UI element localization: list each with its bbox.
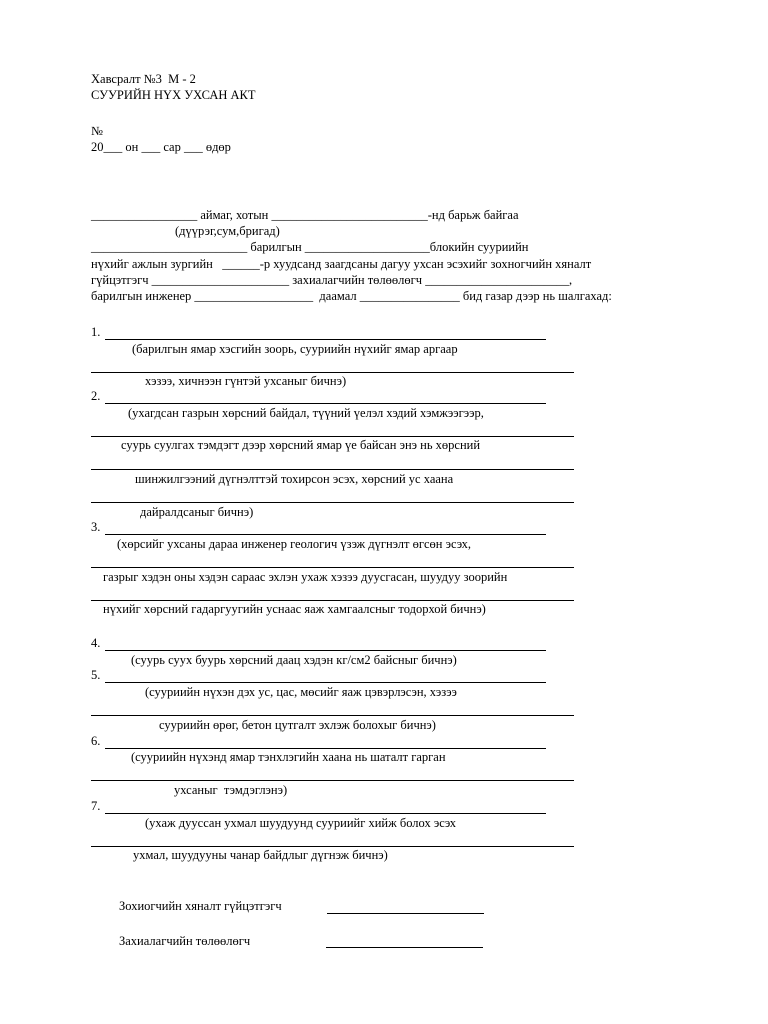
item-6-line-2: [91, 780, 574, 781]
document-title: СУУРИЙН НҮХ УХСАН АКТ: [91, 88, 256, 102]
item-7-line-2: [91, 846, 574, 847]
item-7-hint-2: ухмал, шуудууны чанар байдлыг дүгнэж бичнэ): [133, 848, 388, 862]
item-1-line-2: [91, 372, 574, 373]
item-2-line-1: [105, 403, 546, 404]
item-2-line-2: [91, 436, 574, 437]
item-3-number: 3.: [91, 520, 101, 534]
item-4-hint-1: (суурь суух буурь хөрсний даац хэдэн кг/см2 байсныг бичнэ): [131, 653, 457, 667]
signature-label-supervisor: Зохиогчийн хяналт гүйцэтгэгч: [119, 899, 282, 913]
item-7-line-1: [105, 813, 546, 814]
item-2-line-3: [91, 469, 574, 470]
item-2-hint-3: шинжилгээний дүгнэлттэй тохирсон эсэх, хөрсний ус хаана: [135, 472, 454, 486]
item-5-number: 5.: [91, 668, 101, 682]
item-6-number: 6.: [91, 734, 101, 748]
item-6-line-1: [105, 748, 546, 749]
item-6-hint-1: (сууриийн нүхэнд ямар тэнхлэгийн хаана нь шаталт гарган: [131, 750, 446, 764]
item-6-hint-2: ухсаныг тэмдэглэнэ): [174, 783, 288, 797]
item-1-hint-1: (барилгын ямар хэсгийн зоорь, сууриийн нүхийг ямар аргаар: [132, 342, 458, 356]
item-7-number: 7.: [91, 799, 101, 813]
item-2-line-4: [91, 502, 574, 503]
item-2-number: 2.: [91, 389, 101, 403]
item-5-line-1: [105, 682, 546, 683]
intro-line-1: _________________ аймаг, хотын _________________________-нд барьж байгаа: [91, 208, 519, 222]
intro-line-4: нүхийг ажлын зургийн ______-р хуудсанд заагдсаны дагуу ухсан эсэхийг зохногчийн хяналт: [91, 257, 592, 271]
number-field: №: [91, 124, 103, 138]
item-1-line-1: [105, 339, 546, 340]
item-3-hint-3: нүхийг хөрсний гадаргуугийн уснаас яаж хамгаалсныг тодорхой бичнэ): [103, 602, 486, 616]
item-4-number: 4.: [91, 636, 101, 650]
item-3-hint-1: (хөрсийг ухсаны дараа инженер геологич үзэж дүгнэлт өгсөн эсэх,: [117, 537, 471, 551]
item-5-line-2: [91, 715, 574, 716]
signature-line-client: [326, 947, 483, 948]
item-3-hint-2: газрыг хэдэн оны хэдэн сараас эхлэн ухаж хэзээ дуусгасан, шуудуу зоорийн: [103, 570, 508, 584]
attachment-label: Хавсралт №3 М - 2: [91, 72, 196, 86]
intro-line-6: барилгын инженер ___________________ даамал ________________ бид газар дээр нь шалгахад:: [91, 289, 612, 303]
intro-line-2: (дүүрэг,сум,бригад): [175, 224, 280, 238]
item-3-line-2: [91, 567, 574, 568]
item-1-number: 1.: [91, 325, 101, 339]
intro-line-5: гүйцэтгэгч ______________________ захиалагчийн төлөөлөгч _______________________,: [91, 273, 573, 287]
date-field: 20___ он ___ сар ___ өдөр: [91, 140, 231, 154]
item-2-hint-4: дайралдсаныг бичнэ): [140, 505, 254, 519]
item-5-hint-1: (сууриийн нүхэн дэх ус, цас, мөсийг яаж цэвэрлэсэн, хэзээ: [145, 685, 457, 699]
item-5-hint-2: сууриийн өрөг, бетон цутгалт эхлэж болохыг бичнэ): [159, 718, 436, 732]
item-3-line-1: [105, 534, 546, 535]
item-1-hint-2: хэзээ, хичнээн гүнтэй ухсаныг бичнэ): [145, 374, 347, 388]
item-2-hint-2: суурь суулгах тэмдэгт дээр хөрсний ямар үе байсан энэ нь хөрсний: [121, 438, 481, 452]
signature-line-supervisor: [327, 913, 484, 914]
item-3-line-3: [91, 600, 574, 601]
item-4-line-1: [105, 650, 546, 651]
item-2-hint-1: (ухагдсан газрын хөрсний байдал, түүний үелэл хэдий хэмжээгээр,: [128, 406, 484, 420]
intro-line-3: _________________________ барилгын ____________________блокийн сууриийн: [91, 240, 529, 254]
item-7-hint-1: (ухаж дууссан ухмал шуудуунд сууриийг хийж болох эсэх: [145, 816, 457, 830]
signature-label-client: Захиалагчийн төлөөлөгч: [119, 934, 251, 948]
